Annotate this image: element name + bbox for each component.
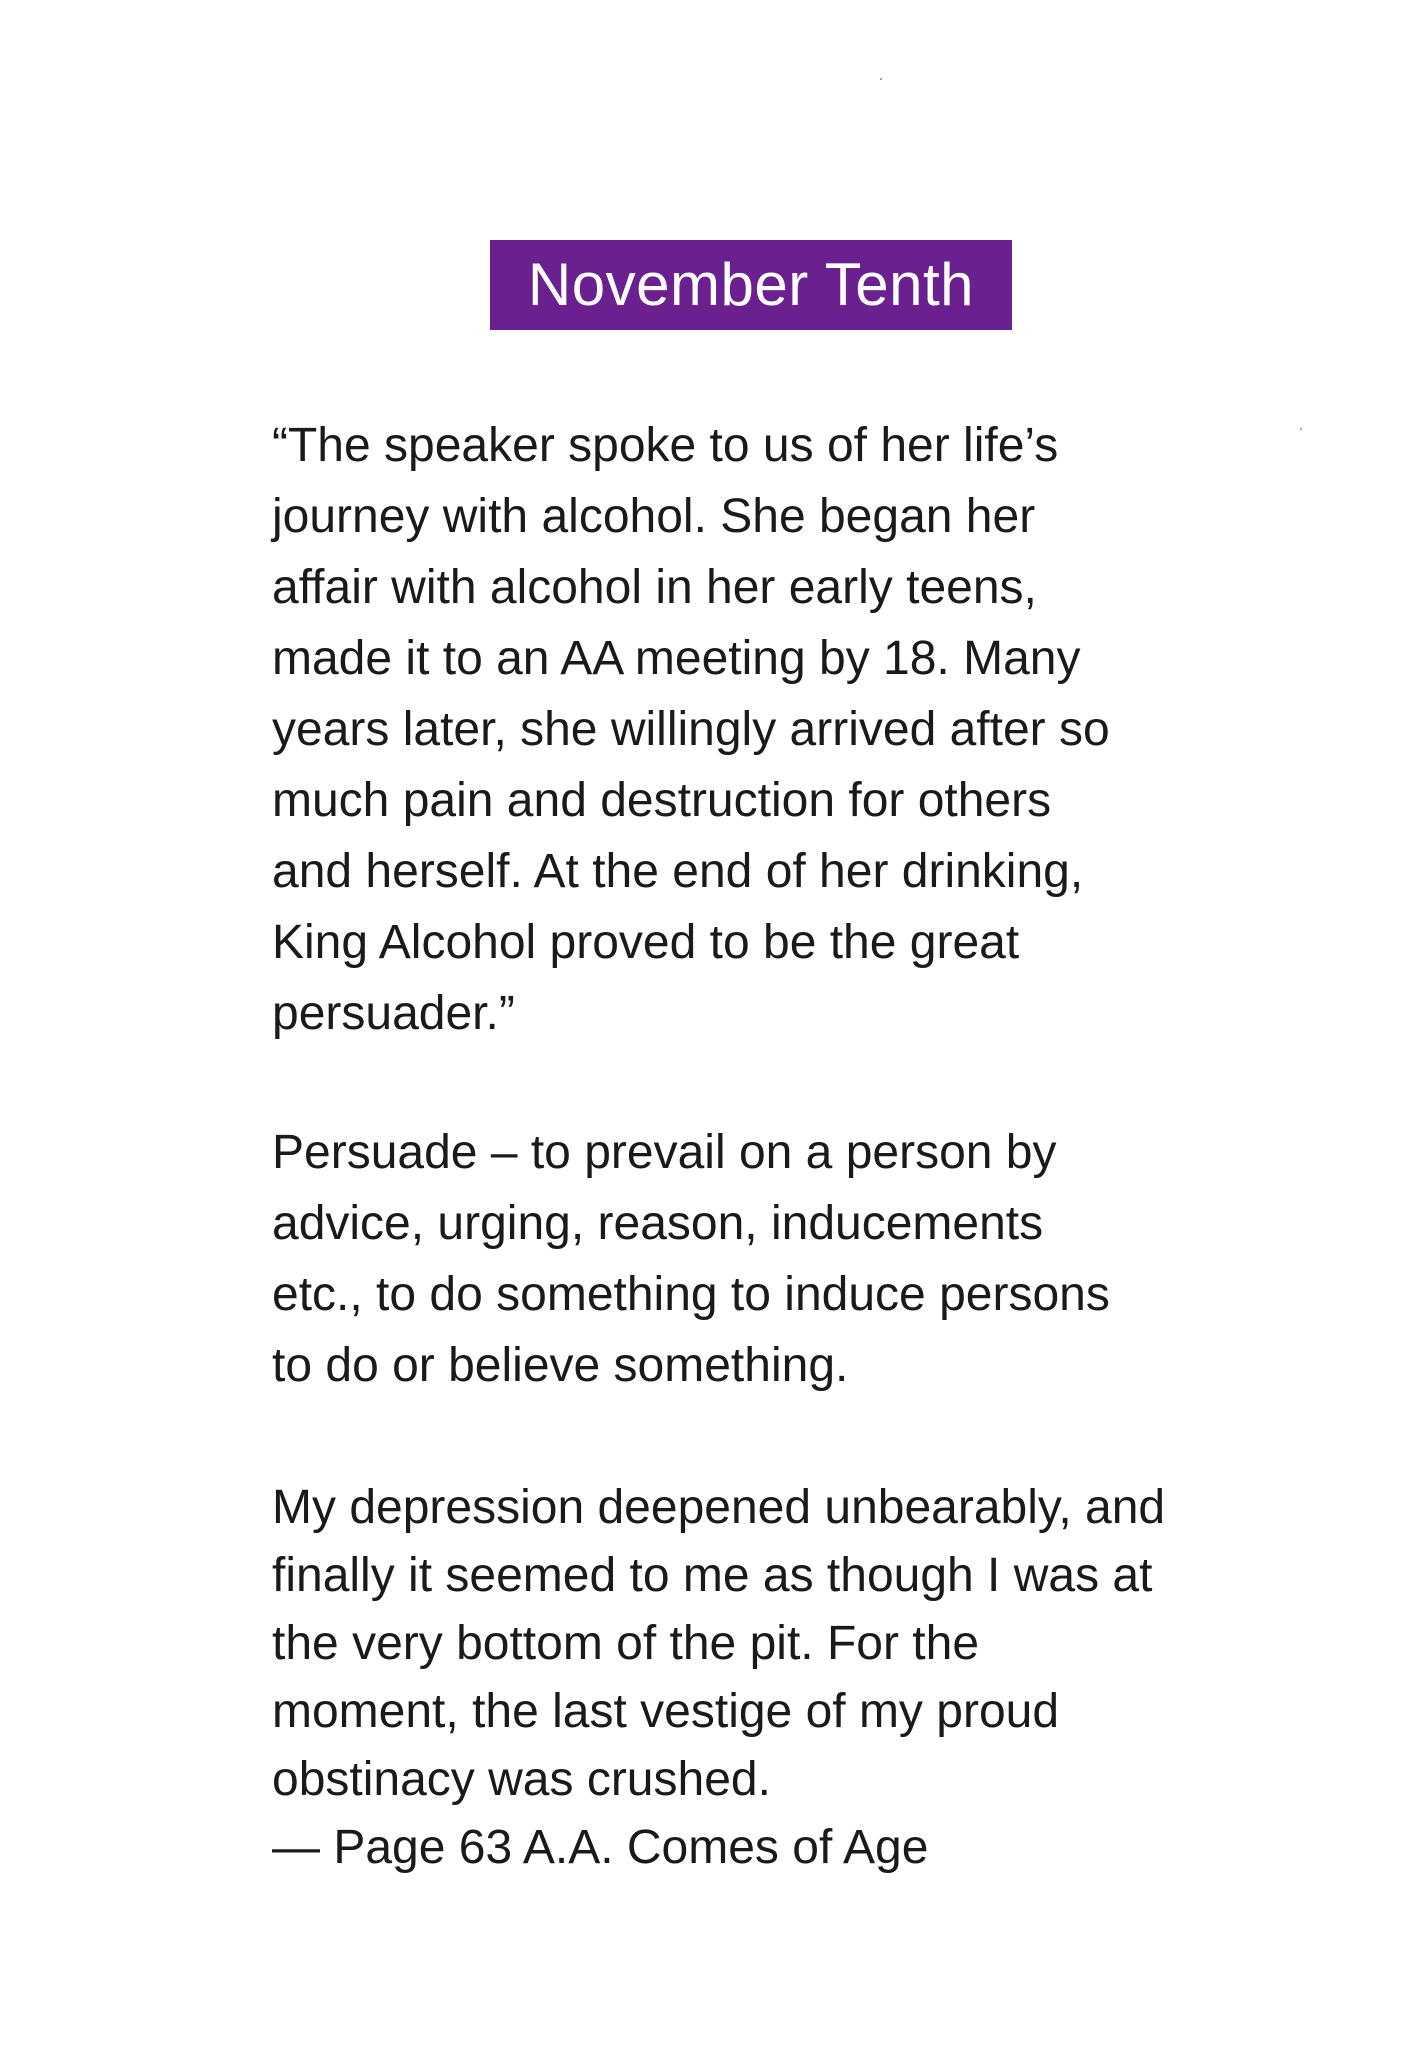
definition-line: Persuade – to prevail on a person by xyxy=(272,1126,1057,1179)
definition-paragraph xyxy=(272,1117,1272,1401)
quote-line: affair with alcohol in her early teens, xyxy=(272,561,1037,614)
quote-line: King Alcohol proved to be the great xyxy=(272,916,1020,969)
quote-line: years later, she willingly arrived after so xyxy=(272,703,1110,756)
excerpt-line: obstinacy was crushed. xyxy=(272,1753,771,1806)
quote-line: much pain and destruction for others xyxy=(272,774,1052,827)
quote-line: made it to an AA meeting by 18. Many xyxy=(272,632,1081,685)
excerpt-line: My depression deepened unbearably, and xyxy=(272,1481,1166,1534)
quote-line: persuader.” xyxy=(272,987,515,1040)
excerpt-line: moment, the last vestige of my proud xyxy=(272,1685,1060,1738)
page-title: November Tenth xyxy=(527,251,975,318)
definition-line: etc., to do something to induce persons xyxy=(272,1268,1110,1321)
quote-line: and herself. At the end of her drinking, xyxy=(272,845,1084,898)
citation-line: — Page 63 A.A. Comes of Age xyxy=(272,1821,929,1874)
excerpt-paragraph xyxy=(272,1474,1272,1882)
excerpt-line: the very bottom of the pit. For the xyxy=(272,1617,980,1670)
definition-line: advice, urging, reason, inducements xyxy=(272,1197,1044,1250)
title-banner xyxy=(490,240,1012,330)
definition-line: to do or believe something. xyxy=(272,1339,849,1392)
excerpt-line: finally it seemed to me as though I was at xyxy=(272,1549,1153,1602)
scan-speck xyxy=(1300,428,1302,430)
scan-speck xyxy=(880,78,882,80)
quote-line: journey with alcohol. She began her xyxy=(272,490,1036,543)
quote-paragraph xyxy=(272,410,1272,1049)
quote-line: “The speaker spoke to us of her life’s xyxy=(272,419,1059,472)
